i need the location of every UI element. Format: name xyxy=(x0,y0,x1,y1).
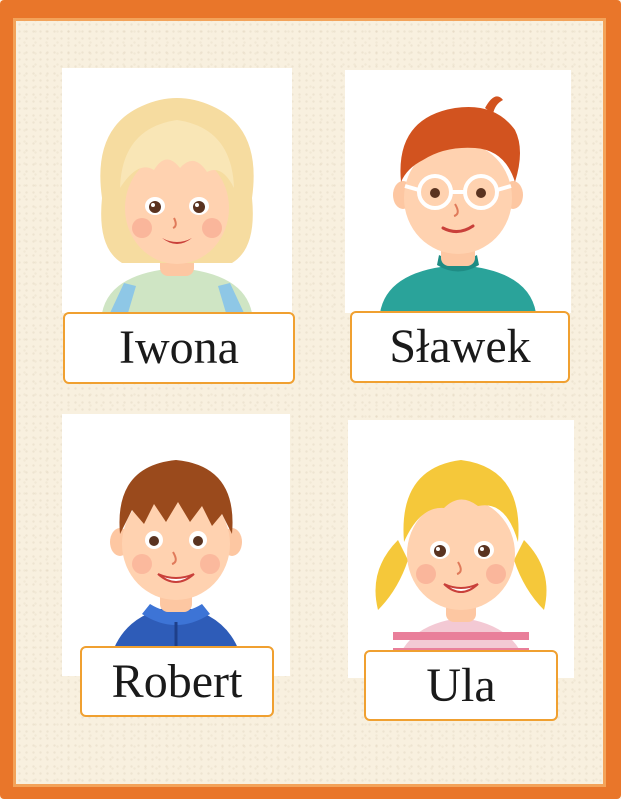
name-label-robert: Robert xyxy=(80,646,274,717)
name-label-ula: Ula xyxy=(364,650,558,721)
portrait-iwona xyxy=(62,68,292,313)
name-label-slawek: Sławek xyxy=(350,311,570,383)
portrait-robert xyxy=(62,414,290,676)
brown-haired-boy-hoodie-illustration xyxy=(62,414,290,676)
portrait-slawek xyxy=(345,70,571,313)
blonde-girl-pigtails-illustration xyxy=(348,420,574,678)
blonde-girl-bob-hair-illustration xyxy=(62,68,292,313)
red-haired-boy-glasses-illustration xyxy=(345,70,571,313)
portrait-ula xyxy=(348,420,574,678)
name-label-iwona: Iwona xyxy=(63,312,295,384)
